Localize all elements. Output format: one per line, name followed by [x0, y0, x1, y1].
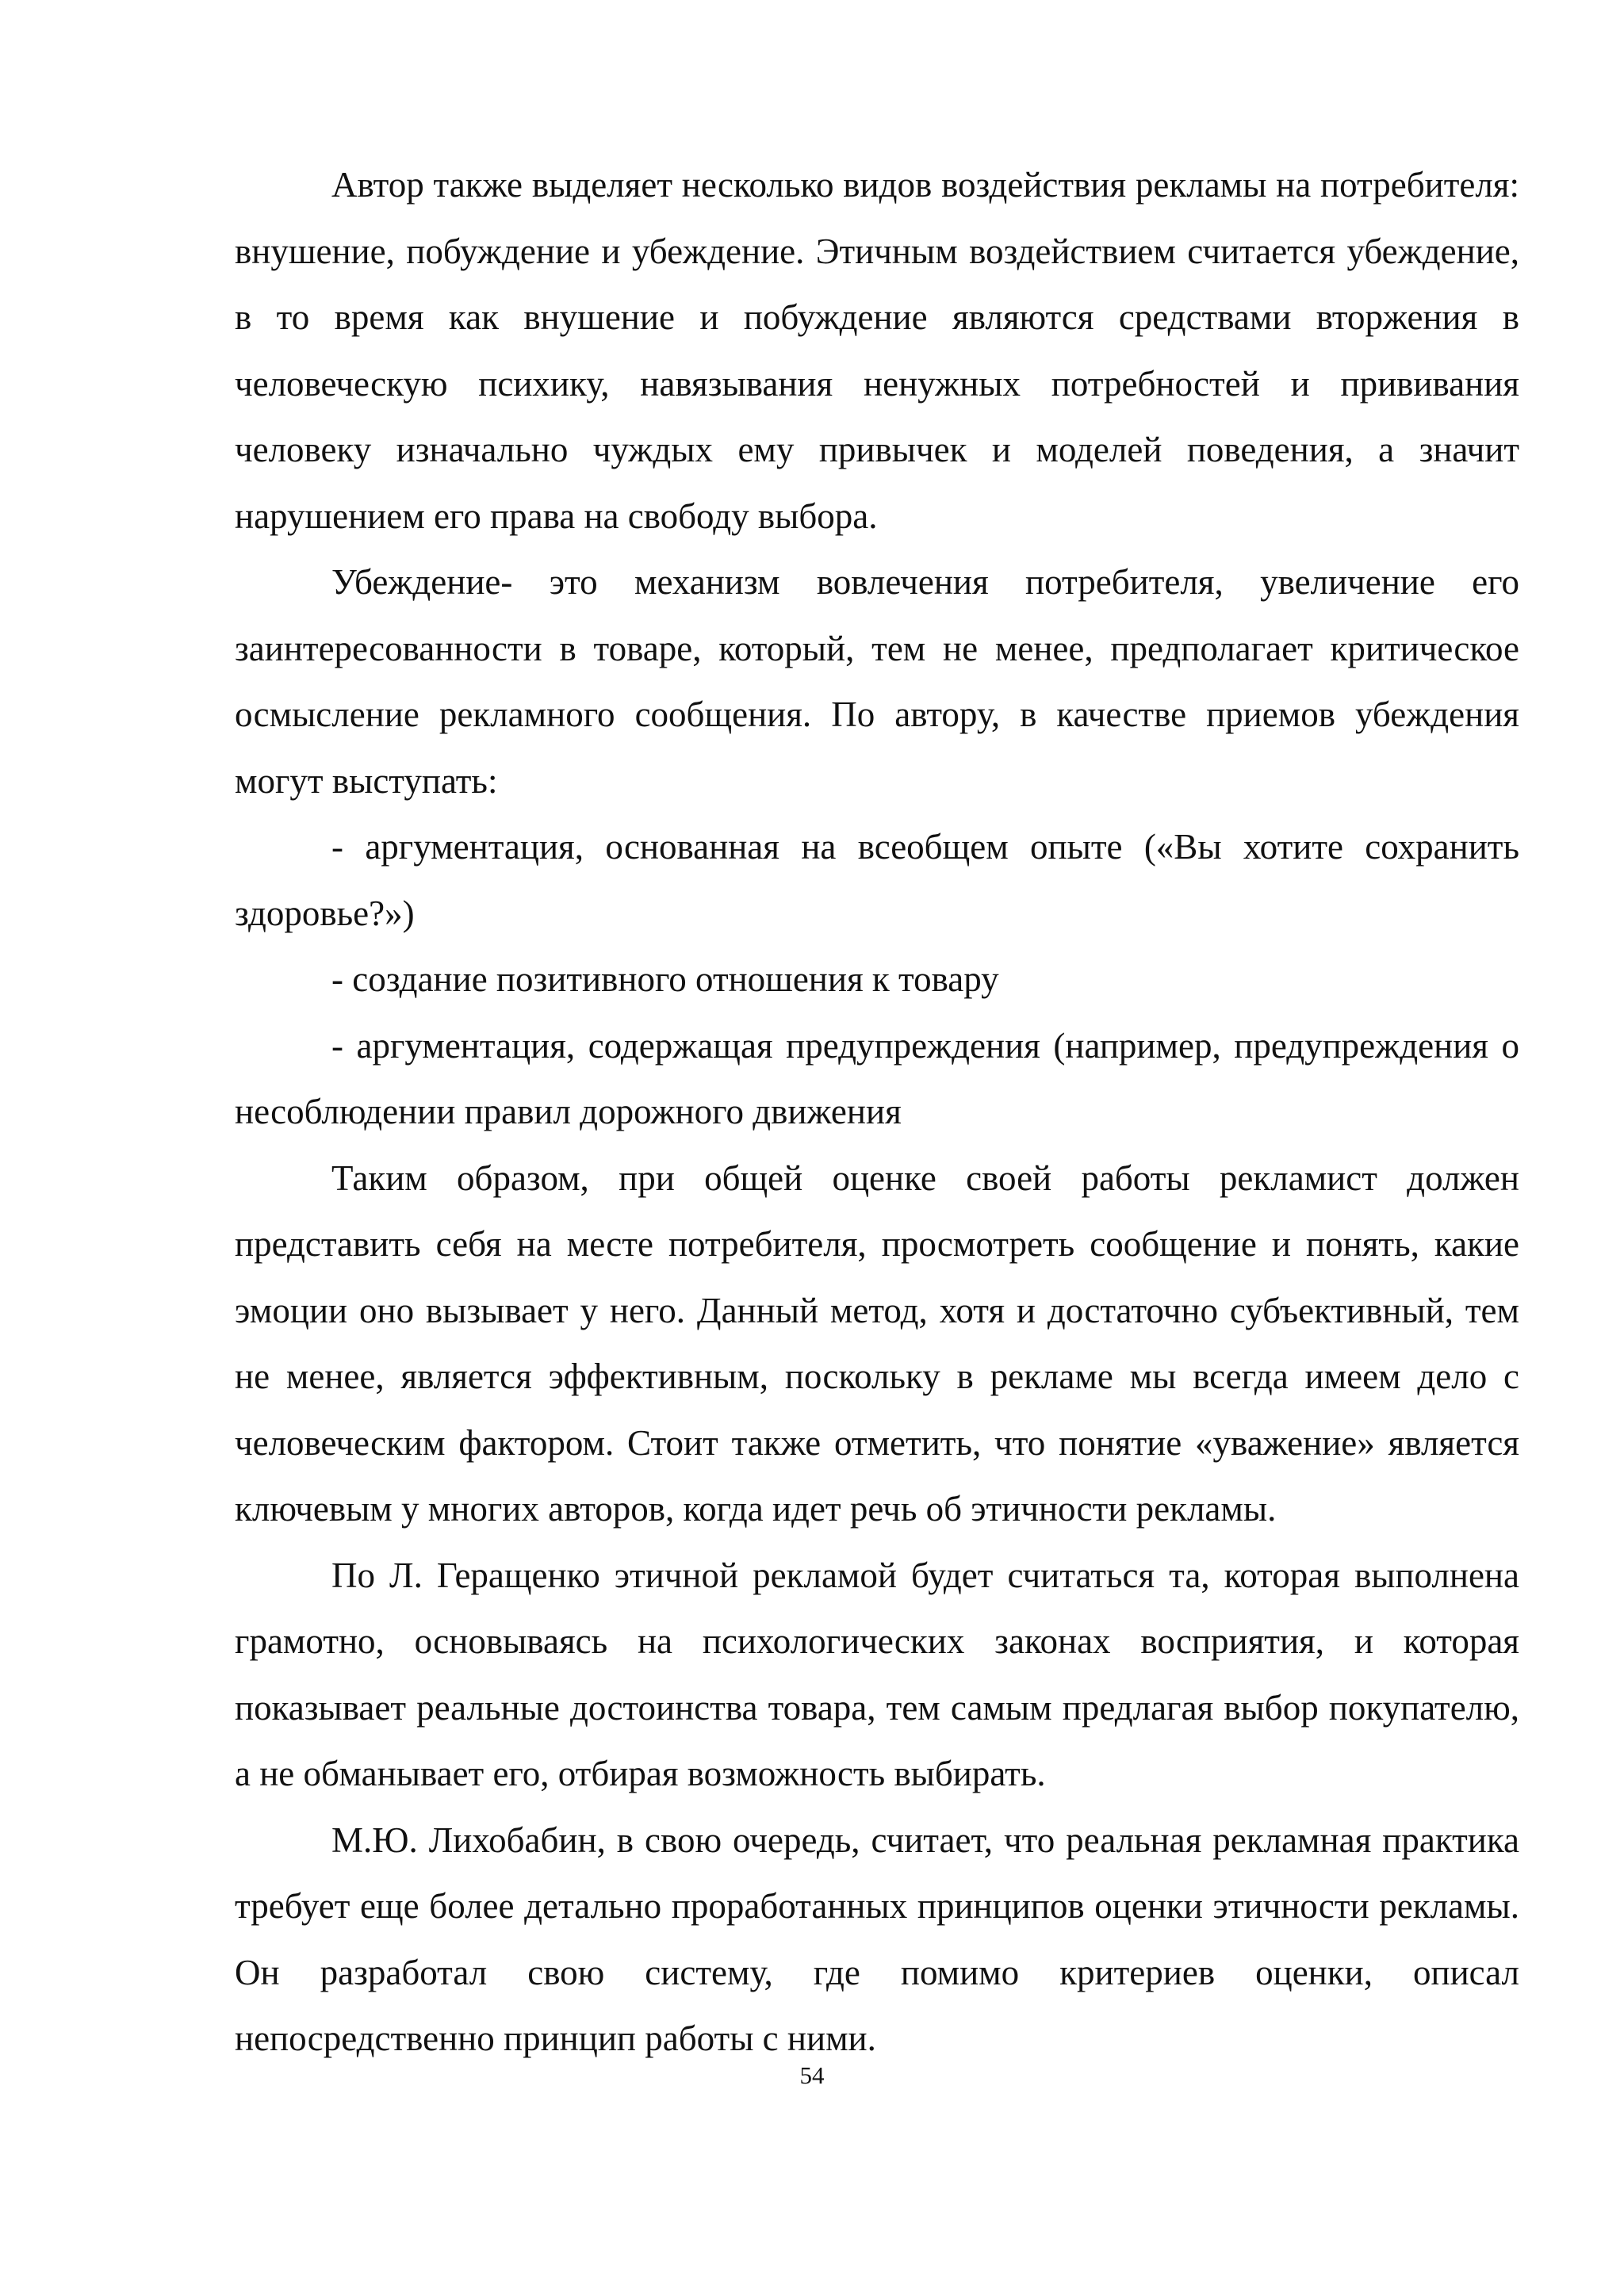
paragraph-persuasion-definition: Убеждение- это механизм вовлечения потребителя, увеличение его заинтересованности в товаре, который, тем не менее, предполагает критическое осмысление рекламного сообщения. По автору, в качестве приемов убеждения могут выступать: — [235, 562, 1519, 801]
paragraph-advertiser-evaluation: Таким образом, при общей оценке своей работы рекламист должен представить себя на месте потребителя, просмотреть сообщение и понять, какие эмоции оно вызывает у него. Данный метод, хотя и достаточно субъективный, тем не менее, является эффективным, поскольку в рекламе мы всегда имеем дело с человеческим фактором. Стоит также отметить, что понятие «уважение» является ключевым у многих авторов, когда идет речь об этичности рекламы. — [235, 1158, 1519, 1529]
paragraph-likhobabin: М.Ю. Лихобабин, в свою очередь, считает, что реальная рекламная практика требует еще более детально проработанных принципов оценки этичности рекламы. Он разработал свою систему, где помимо критериев оценки, описал непосредственно принцип работы с ними. — [235, 1820, 1519, 2058]
page-number: 54 — [799, 2061, 825, 2089]
list-item-argument-experience: - аргументация, основанная на всеобщем опыте («Вы хотите сохранить здоровье?») — [235, 827, 1519, 933]
list-item-argument-warnings: - аргументация, содержащая предупреждения (например, предупреждения о несоблюдении правил дорожного движения — [235, 1025, 1519, 1131]
list-item-positive-attitude: - создание позитивного отношения к товару — [331, 959, 999, 999]
paragraph-influence-types: Автор также выделяет несколько видов воздействия рекламы на потребителя: внушение, побуждение и убеждение. Этичным воздействием считается убеждение, в то время как внушение и побуждение являются средствами вторжения в человеческую психику, навязывания ненужных потребностей и прививания человеку изначально чуждых ему привычек и моделей поведения, а значит нарушением его права на свободу выбора. — [235, 165, 1519, 536]
paragraph-gerashchenko: По Л. Геращенко этичной рекламой будет считаться та, которая выполнена грамотно, основываясь на психологических законах восприятия, и которая показывает реальные достоинства товара, тем самым предлагая выбор покупателю, а не обманывает его, отбирая возможность выбирать. — [235, 1555, 1519, 1793]
body-text — [235, 152, 1519, 2072]
